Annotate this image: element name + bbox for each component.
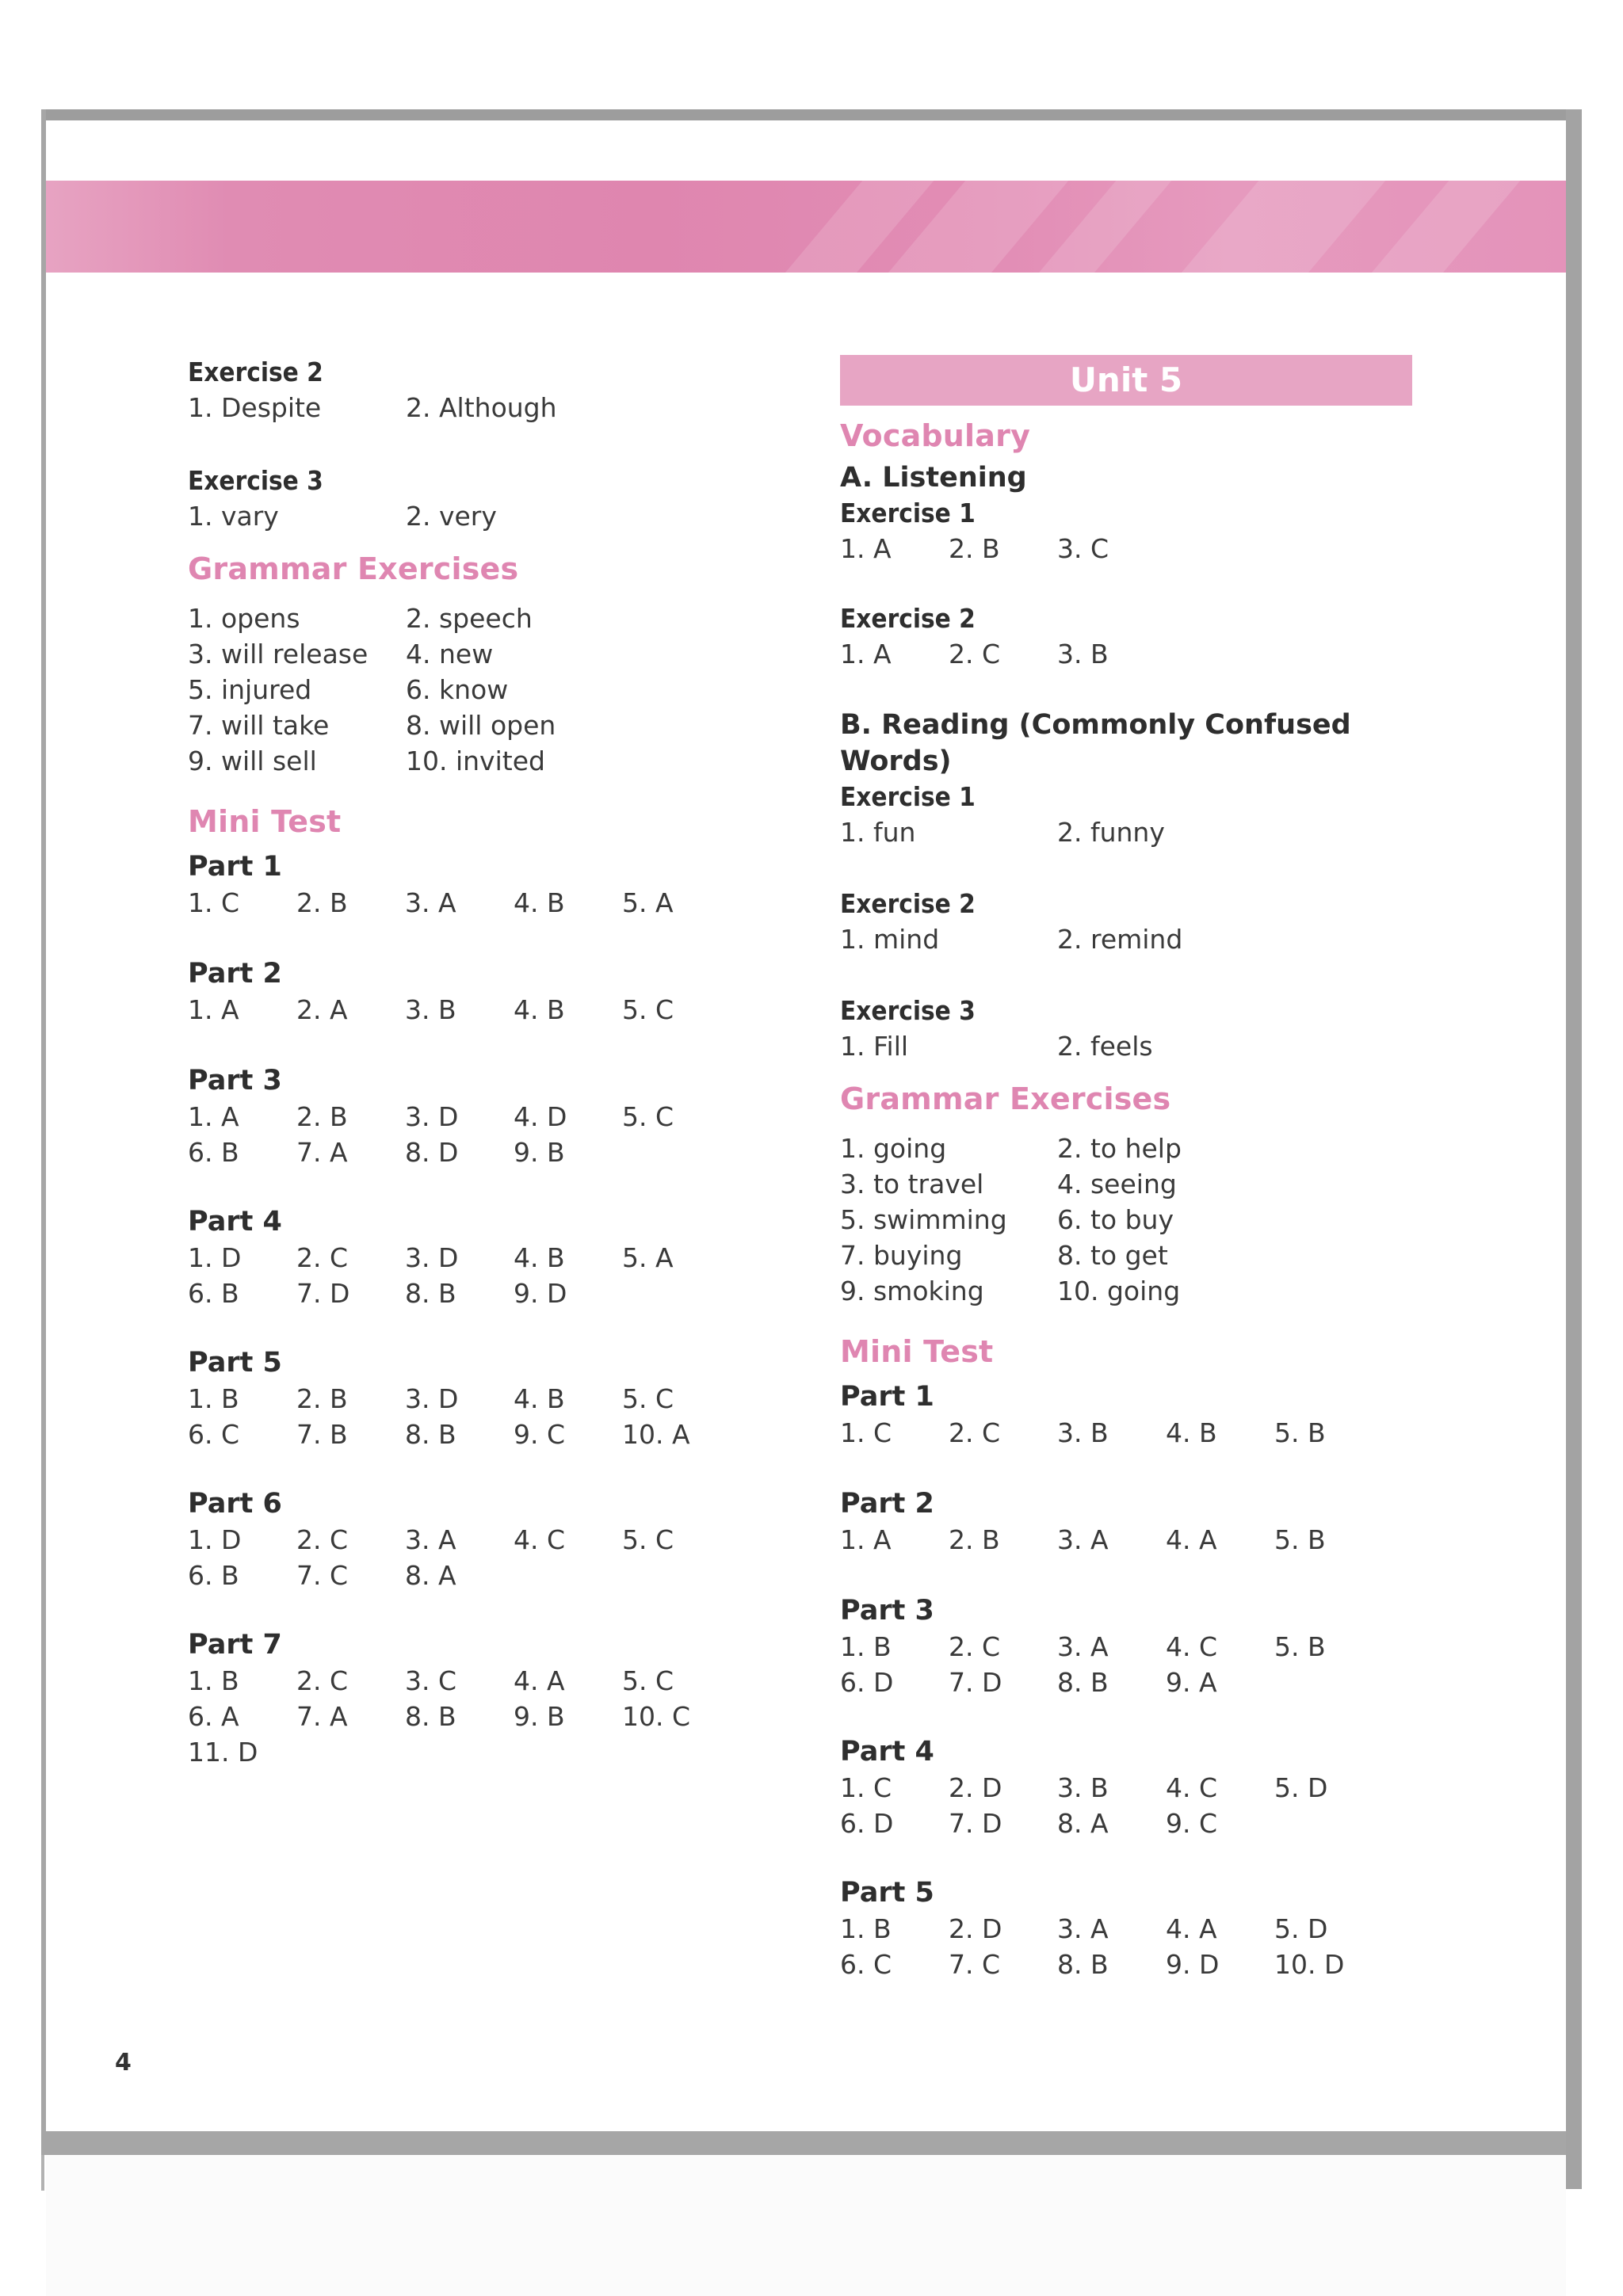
answer: 2. B bbox=[949, 533, 1000, 564]
answer: 9. A bbox=[1166, 1667, 1217, 1698]
answer: 1. going bbox=[840, 1133, 947, 1164]
answer-row bbox=[840, 814, 1426, 850]
answer: 4. new bbox=[406, 639, 494, 669]
answer: 1. B bbox=[188, 1383, 239, 1414]
answer: 3. to travel bbox=[840, 1169, 984, 1199]
mini-test-part-3 bbox=[188, 1062, 790, 1170]
answer: 10. invited bbox=[406, 746, 545, 776]
answer-row bbox=[188, 390, 790, 425]
answer: 1. C bbox=[188, 887, 240, 918]
reading-exercise-1 bbox=[840, 780, 1426, 850]
answer: 1. C bbox=[840, 1772, 892, 1803]
answer-row bbox=[840, 636, 1426, 672]
answer: 10. D bbox=[1274, 1949, 1345, 1980]
answer-row bbox=[840, 1028, 1426, 1064]
answer: 4. B bbox=[514, 994, 565, 1025]
answer-row bbox=[188, 1558, 790, 1593]
answer: 5. C bbox=[622, 1101, 674, 1132]
answer-row bbox=[840, 1947, 1426, 1982]
answer-row bbox=[188, 1522, 790, 1558]
viewer-left-border-next bbox=[41, 2155, 44, 2191]
answer: 3. B bbox=[405, 994, 456, 1025]
right-column bbox=[840, 355, 1426, 1982]
answer: 5. A bbox=[622, 1242, 674, 1273]
answer-row bbox=[188, 1135, 790, 1170]
answer: 2. B bbox=[296, 1383, 348, 1414]
answer-row bbox=[840, 921, 1426, 957]
answer: 4. seeing bbox=[1057, 1169, 1177, 1199]
subsection-title-reading: B. Reading (Commonly Confused Words) bbox=[840, 709, 1351, 777]
answer-row bbox=[188, 1276, 790, 1311]
answer: 4. B bbox=[514, 887, 565, 918]
answer: 1. fun bbox=[840, 817, 916, 848]
answer: 1. B bbox=[188, 1665, 239, 1696]
answer: 6. C bbox=[840, 1949, 892, 1980]
exercise-title: Exercise 2 bbox=[840, 888, 976, 919]
answer: 5. B bbox=[1274, 1417, 1326, 1448]
answer: 6. B bbox=[188, 1560, 239, 1591]
answer: 3. B bbox=[1057, 1772, 1109, 1803]
part-title: Part 5 bbox=[840, 1877, 934, 1909]
part-title: Part 1 bbox=[840, 1381, 934, 1413]
answer: 8. B bbox=[1057, 1667, 1109, 1698]
answer: 3. B bbox=[1057, 639, 1109, 669]
answer: 10. C bbox=[622, 1701, 691, 1732]
answer-row bbox=[840, 1238, 1426, 1273]
part-title: Part 5 bbox=[188, 1347, 282, 1379]
answer: 7. C bbox=[296, 1560, 349, 1591]
answer: 6. D bbox=[840, 1667, 894, 1698]
answer: 2. very bbox=[406, 501, 497, 532]
answer: 9. will sell bbox=[188, 746, 317, 776]
mini-test-part-5 bbox=[188, 1344, 790, 1452]
mini-test-part-5 bbox=[840, 1875, 1426, 1982]
answer-row bbox=[840, 1665, 1426, 1700]
section-title-grammar: Grammar Exercises bbox=[840, 1081, 1171, 1116]
answer: 6. C bbox=[188, 1419, 240, 1450]
answer: 3. A bbox=[1057, 1631, 1109, 1662]
answer: 2. C bbox=[296, 1524, 349, 1555]
answer: 5. B bbox=[1274, 1524, 1326, 1555]
answer-row bbox=[840, 1629, 1426, 1665]
answer: 5. swimming bbox=[840, 1204, 1007, 1235]
answer: 9. B bbox=[514, 1137, 565, 1168]
answer-row bbox=[188, 1417, 790, 1452]
answer: 8. to get bbox=[1057, 1240, 1168, 1271]
next-page-preview bbox=[46, 2155, 1566, 2296]
answer: 5. injured bbox=[188, 674, 312, 705]
reading-exercise-3 bbox=[840, 994, 1426, 1064]
answer-row bbox=[188, 636, 790, 672]
answer: 7. B bbox=[296, 1419, 348, 1450]
section-title-grammar: Grammar Exercises bbox=[188, 551, 519, 586]
answer: 2. C bbox=[296, 1242, 349, 1273]
answer: 11. D bbox=[188, 1737, 258, 1768]
answer: 1. Fill bbox=[840, 1031, 909, 1062]
mini-test-part-1 bbox=[188, 849, 790, 921]
answer-row bbox=[840, 1770, 1426, 1806]
answer: 5. C bbox=[622, 1665, 674, 1696]
answer-row bbox=[840, 1273, 1426, 1309]
answer: 4. C bbox=[1166, 1631, 1218, 1662]
answer: 8. B bbox=[405, 1701, 456, 1732]
answer: 1. A bbox=[840, 533, 892, 564]
answer: 4. C bbox=[1166, 1772, 1218, 1803]
answer: 5. B bbox=[1274, 1631, 1326, 1662]
viewer-scrollbar[interactable] bbox=[1566, 109, 1582, 2189]
answer: 2. C bbox=[949, 1631, 1001, 1662]
answer-row bbox=[188, 672, 790, 707]
answer: 3. will release bbox=[188, 639, 369, 669]
answer: 7. D bbox=[296, 1278, 350, 1309]
answer: 1. D bbox=[188, 1242, 242, 1273]
answer: 5. D bbox=[1274, 1913, 1328, 1944]
answer: 4. B bbox=[514, 1242, 565, 1273]
exercise-title: Exercise 1 bbox=[840, 498, 976, 528]
page-number: 4 bbox=[115, 2049, 132, 2077]
answer-row bbox=[840, 1911, 1426, 1947]
answer: 7. buying bbox=[840, 1240, 963, 1271]
answer-row bbox=[188, 498, 790, 534]
answer: 9. C bbox=[1166, 1808, 1218, 1839]
answer: 1. C bbox=[840, 1417, 892, 1448]
answer: 2. B bbox=[296, 887, 348, 918]
answer: 2. funny bbox=[1057, 817, 1165, 848]
answer: 2. C bbox=[949, 1417, 1001, 1448]
answer: 3. A bbox=[1057, 1524, 1109, 1555]
answer: 2. D bbox=[949, 1772, 1002, 1803]
part-title: Part 7 bbox=[188, 1629, 282, 1661]
answer: 8. will open bbox=[406, 710, 556, 741]
answer: 7. A bbox=[296, 1701, 348, 1732]
answer: 2. A bbox=[296, 994, 348, 1025]
answer: 9. B bbox=[514, 1701, 565, 1732]
answer-row bbox=[188, 601, 790, 636]
part-title: Part 2 bbox=[188, 958, 282, 990]
answer: 6. know bbox=[406, 674, 509, 705]
answer: 8. B bbox=[405, 1419, 456, 1450]
answer: 2. C bbox=[949, 639, 1001, 669]
answer: 6. B bbox=[188, 1137, 239, 1168]
answer: 2. D bbox=[949, 1913, 1002, 1944]
answer: 1. vary bbox=[188, 501, 279, 532]
answer: 7. D bbox=[949, 1808, 1002, 1839]
answer: 10. going bbox=[1057, 1276, 1181, 1306]
subsection-title-listening: A. Listening bbox=[840, 462, 1027, 494]
listening-exercise-2 bbox=[840, 601, 1426, 672]
answer: 10. A bbox=[622, 1419, 690, 1450]
answer: 2. remind bbox=[1057, 924, 1183, 955]
answer: 5. A bbox=[622, 887, 674, 918]
mini-test-part-3 bbox=[840, 1592, 1426, 1700]
answer: 8. A bbox=[1057, 1808, 1109, 1839]
answer: 1. Despite bbox=[188, 392, 322, 423]
header-banner bbox=[46, 181, 1566, 273]
answer: 4. A bbox=[514, 1665, 565, 1696]
answer: 1. mind bbox=[840, 924, 940, 955]
answer: 3. A bbox=[405, 887, 456, 918]
part-title: Part 6 bbox=[188, 1488, 282, 1520]
answer: 1. A bbox=[840, 639, 892, 669]
answer: 1. A bbox=[840, 1524, 892, 1555]
mini-test-part-7 bbox=[188, 1627, 790, 1770]
answer: 9. smoking bbox=[840, 1276, 984, 1306]
part-title: Part 1 bbox=[188, 851, 282, 883]
answer-row bbox=[840, 1166, 1426, 1202]
mini-test-part-2 bbox=[840, 1486, 1426, 1558]
part-title: Part 2 bbox=[840, 1488, 934, 1520]
answer: 1. A bbox=[188, 1101, 239, 1132]
listening-exercise-1 bbox=[840, 496, 1426, 566]
answer-row bbox=[188, 707, 790, 743]
answer: 4. B bbox=[1166, 1417, 1217, 1448]
page-separator bbox=[41, 2131, 1566, 2155]
answer: 2. C bbox=[296, 1665, 349, 1696]
answer: 1. B bbox=[840, 1913, 892, 1944]
answer: 2. speech bbox=[406, 603, 533, 634]
mini-test-part-2 bbox=[188, 955, 790, 1028]
part-title: Part 4 bbox=[840, 1736, 934, 1768]
exercise-title: Exercise 3 bbox=[840, 995, 976, 1026]
answer: 7. A bbox=[296, 1137, 348, 1168]
answer: 1. B bbox=[840, 1631, 892, 1662]
answer-row bbox=[840, 531, 1426, 566]
answer: 2. Although bbox=[406, 392, 557, 423]
answer: 8. D bbox=[405, 1137, 459, 1168]
grammar-answers bbox=[188, 601, 790, 779]
answer: 9. C bbox=[514, 1419, 566, 1450]
answer: 3. A bbox=[405, 1524, 456, 1555]
answer-row bbox=[188, 1099, 790, 1135]
answer-row bbox=[840, 1806, 1426, 1841]
exercise-2-block bbox=[188, 355, 790, 425]
answer: 5. D bbox=[1274, 1772, 1328, 1803]
section-title-mini-test: Mini Test bbox=[188, 804, 342, 839]
viewer-top-border bbox=[41, 109, 1580, 120]
answer-row bbox=[840, 1202, 1426, 1238]
answer-row bbox=[188, 1734, 790, 1770]
answer: 3. D bbox=[405, 1383, 459, 1414]
answer: 5. C bbox=[622, 1524, 674, 1555]
part-title: Part 3 bbox=[840, 1595, 934, 1627]
answer: 2. B bbox=[949, 1524, 1000, 1555]
answer-row bbox=[188, 885, 790, 921]
unit-title: Unit 5 bbox=[840, 355, 1412, 406]
answer: 8. B bbox=[405, 1278, 456, 1309]
answer-row bbox=[840, 1415, 1426, 1451]
part-title: Part 3 bbox=[188, 1065, 282, 1097]
answer: 6. to buy bbox=[1057, 1204, 1174, 1235]
answer-row bbox=[188, 1381, 790, 1417]
answer: 7. D bbox=[949, 1667, 1002, 1698]
answer-row bbox=[188, 1699, 790, 1734]
answer-row bbox=[188, 1240, 790, 1276]
answer: 3. C bbox=[405, 1665, 457, 1696]
answer-row bbox=[188, 1663, 790, 1699]
exercise-title: Exercise 2 bbox=[840, 603, 976, 634]
answer: 8. A bbox=[405, 1560, 456, 1591]
answer: 2. to help bbox=[1057, 1133, 1182, 1164]
exercise-title: Exercise 2 bbox=[188, 357, 323, 387]
answer: 8. B bbox=[1057, 1949, 1109, 1980]
answer: 7. C bbox=[949, 1949, 1001, 1980]
answer: 9. D bbox=[514, 1278, 567, 1309]
mini-test-part-4 bbox=[840, 1733, 1426, 1841]
mini-test-part-4 bbox=[188, 1203, 790, 1311]
answer-row bbox=[188, 992, 790, 1028]
answer: 4. B bbox=[514, 1383, 565, 1414]
answer: 5. C bbox=[622, 994, 674, 1025]
answer: 4. D bbox=[514, 1101, 567, 1132]
answer-row bbox=[188, 743, 790, 779]
part-title: Part 4 bbox=[188, 1206, 282, 1238]
answer: 6. D bbox=[840, 1808, 894, 1839]
answer: 4. A bbox=[1166, 1524, 1217, 1555]
section-title-mini-test: Mini Test bbox=[840, 1334, 994, 1369]
left-column bbox=[188, 355, 790, 1770]
mini-test-part-1 bbox=[840, 1379, 1426, 1451]
grammar-answers bbox=[840, 1131, 1426, 1309]
exercise-3-block bbox=[188, 463, 790, 534]
answer: 4. C bbox=[514, 1524, 566, 1555]
answer: 3. D bbox=[405, 1242, 459, 1273]
answer: 3. B bbox=[1057, 1417, 1109, 1448]
answer: 1. opens bbox=[188, 603, 300, 634]
exercise-title: Exercise 3 bbox=[188, 465, 323, 496]
viewer-left-border bbox=[41, 109, 46, 2131]
answer: 6. B bbox=[188, 1278, 239, 1309]
section-title-vocabulary: Vocabulary bbox=[840, 418, 1031, 453]
answer: 6. A bbox=[188, 1701, 239, 1732]
answer: 2. B bbox=[296, 1101, 348, 1132]
reading-exercise-2 bbox=[840, 887, 1426, 957]
answer: 1. A bbox=[188, 994, 239, 1025]
answer: 7. will take bbox=[188, 710, 330, 741]
answer: 9. D bbox=[1166, 1949, 1220, 1980]
answer-row bbox=[840, 1522, 1426, 1558]
answer-row bbox=[840, 1131, 1426, 1166]
answer: 3. A bbox=[1057, 1913, 1109, 1944]
answer: 3. D bbox=[405, 1101, 459, 1132]
answer: 3. C bbox=[1057, 533, 1109, 564]
exercise-title: Exercise 1 bbox=[840, 781, 976, 812]
answer: 4. A bbox=[1166, 1913, 1217, 1944]
mini-test-part-6 bbox=[188, 1486, 790, 1593]
answer: 1. D bbox=[188, 1524, 242, 1555]
answer: 5. C bbox=[622, 1383, 674, 1414]
answer: 2. feels bbox=[1057, 1031, 1153, 1062]
